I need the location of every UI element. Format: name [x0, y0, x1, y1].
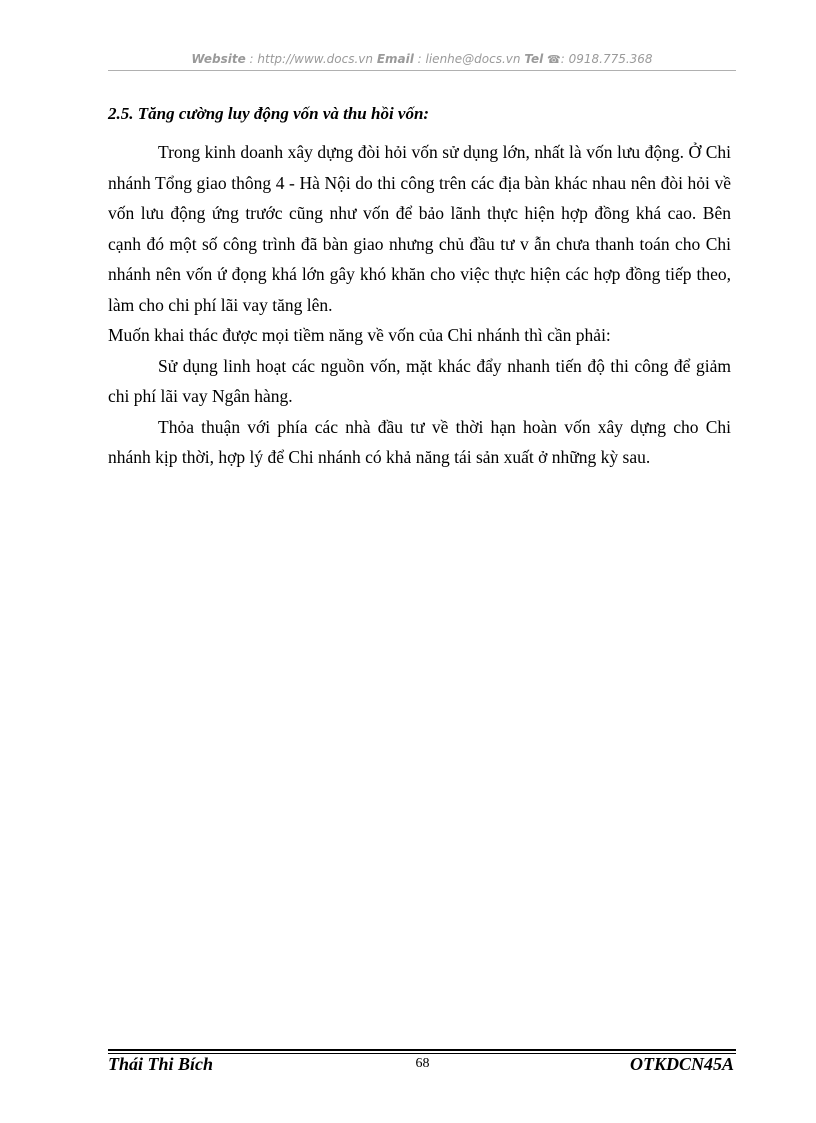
email-value: : lienhe@docs.vn: [413, 52, 525, 66]
footer-class-code: OTKDCN45A: [629, 1054, 734, 1074]
header-divider: [108, 70, 736, 71]
page-header: [108, 52, 736, 66]
footer-divider-thick: [108, 1049, 736, 1051]
phone-icon: ☎: [547, 53, 561, 66]
website-value: : http://www.docs.vn: [245, 52, 377, 66]
tel-label: Tel: [524, 52, 544, 66]
section-heading: 2.5. Tăng cường luy động vốn và thu hồi vốn:: [108, 104, 430, 123]
paragraph-2: Muốn khai thác được mọi tiềm năng về vốn của Chi nhánh thì cần phải:: [108, 325, 611, 345]
tel-value: : 0918.775.368: [560, 52, 653, 66]
page-number: 68: [415, 1056, 430, 1071]
paragraph-4: Thỏa thuận với phía các nhà đầu tư về thời hạn hoàn vốn xây dựng cho Chi nhánh kịp thời, hợp lý để Chi nhánh có khả năng tái sản xuất ở những kỳ sau.: [108, 416, 731, 467]
paragraph-3: Sử dụng linh hoạt các nguồn vốn, mặt khác đẩy nhanh tiến độ thi công để giảm chi phí lãi vay Ngân hàng.: [108, 355, 731, 406]
footer-author: Thái Thi Bích: [108, 1054, 214, 1074]
section-body: [108, 137, 731, 473]
email-label: Email: [376, 52, 414, 66]
paragraph-1: Trong kinh doanh xây dựng đòi hỏi vốn sử dụng lớn, nhất là vốn lưu động. Ở Chi nhánh Tổng giao thông 4 - Hà Nội do thi công trên các địa bàn khác nhau nên đòi hỏi về vốn lưu động ứng trước cũng như vốn để bảo lãnh thực hiện hợp đồng khá cao. Bên cạnh đó một số công trình đã bàn giao nhưng chủ đầu tư v ẫn chưa thanh toán cho Chi nhánh nên vốn ứ đọng khá lớn gây khó khăn cho việc thực hiện các hợp đồng tiếp theo, làm cho chi phí lãi vay tăng lên.: [108, 142, 731, 315]
website-label: Website: [191, 52, 246, 66]
